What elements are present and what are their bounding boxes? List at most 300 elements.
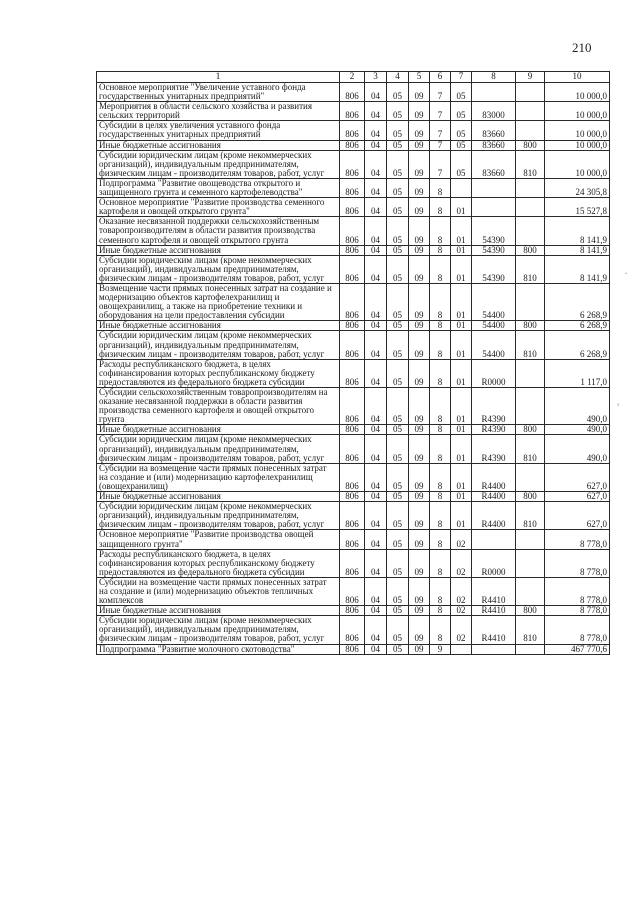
- header-row: [97, 72, 610, 83]
- subprogram-code-cell: 8: [430, 198, 451, 217]
- expense-type-cell: [516, 577, 545, 605]
- subsection-code-cell: 05: [387, 198, 409, 217]
- subsection-code-cell: 05: [387, 121, 409, 140]
- column-header: 1: [97, 72, 340, 83]
- row-name-cell: Расходы республиканского бюджета, в целях софинансирования которых республиканскому бюджету предоставляются из федерального бюджета субсидии: [97, 549, 340, 577]
- amount-cell: 490,0: [545, 425, 610, 435]
- expense-type-cell: 800: [516, 492, 545, 502]
- subsection-code-cell: 05: [387, 530, 409, 549]
- event-code-cell: 01: [451, 245, 472, 255]
- amount-cell: 10 000,0: [545, 121, 610, 140]
- event-code-cell: 01: [451, 331, 472, 359]
- program-code-cell: 09: [409, 283, 430, 320]
- admin-code-cell: 806: [340, 616, 365, 644]
- row-name-cell: Расходы республиканского бюджета, в целях софинансирования которых республиканскому бюджету предоставляются из федерального бюджета субсидии: [97, 359, 340, 387]
- row-name-cell: Субсидии юридическим лицам (кроме некоммерческих организаций), индивидуальным предпринимателям, физическим лицам - производителям товаров, работ, услуг: [97, 616, 340, 644]
- scan-mark: ·: [624, 266, 628, 280]
- section-code-cell: 04: [365, 359, 387, 387]
- direction-code-cell: R4390: [472, 435, 516, 463]
- subsection-code-cell: 05: [387, 178, 409, 197]
- amount-cell: 10 000,0: [545, 102, 610, 121]
- subprogram-code-cell: 8: [430, 606, 451, 616]
- section-code-cell: 04: [365, 616, 387, 644]
- section-code-cell: 04: [365, 331, 387, 359]
- subsection-code-cell: 05: [387, 425, 409, 435]
- subprogram-code-cell: 8: [430, 549, 451, 577]
- row-name-cell: Иные бюджетные ассигнования: [97, 140, 340, 150]
- table-row: [97, 321, 610, 331]
- event-code-cell: [451, 644, 472, 654]
- admin-code-cell: 806: [340, 245, 365, 255]
- direction-code-cell: R4410: [472, 616, 516, 644]
- expense-type-cell: [516, 530, 545, 549]
- program-code-cell: 09: [409, 359, 430, 387]
- amount-cell: 627,0: [545, 492, 610, 502]
- admin-code-cell: 806: [340, 198, 365, 217]
- table-row: [97, 463, 610, 491]
- subprogram-code-cell: 8: [430, 283, 451, 320]
- expense-type-cell: [516, 644, 545, 654]
- section-code-cell: 04: [365, 644, 387, 654]
- direction-code-cell: R4400: [472, 463, 516, 491]
- program-code-cell: 09: [409, 321, 430, 331]
- subprogram-code-cell: 8: [430, 616, 451, 644]
- row-name-cell: Субсидии юридическим лицам (кроме некоммерческих организаций), индивидуальным предпринимателям, физическим лицам - производителям товаров, работ, услуг: [97, 435, 340, 463]
- section-code-cell: 04: [365, 425, 387, 435]
- event-code-cell: 01: [451, 255, 472, 283]
- direction-code-cell: R4400: [472, 492, 516, 502]
- row-name-cell: Основное мероприятие "Развитие производства семенного картофеля и овощей открытого грунта": [97, 198, 340, 217]
- section-code-cell: 04: [365, 178, 387, 197]
- section-code-cell: 04: [365, 321, 387, 331]
- admin-code-cell: 806: [340, 150, 365, 178]
- program-code-cell: 09: [409, 83, 430, 102]
- direction-code-cell: R4410: [472, 577, 516, 605]
- row-name-cell: Иные бюджетные ассигнования: [97, 425, 340, 435]
- subprogram-code-cell: 8: [430, 502, 451, 530]
- row-name-cell: Оказание несвязанной поддержки сельскохозяйственным товаропроизводителям в области развития производства семенного картофеля и овощей открытого грунта: [97, 217, 340, 245]
- subsection-code-cell: 05: [387, 577, 409, 605]
- row-name-cell: Субсидии на возмещение части прямых понесенных затрат на создание и (или) модернизацию картофелехранилищ (овощехранилищ): [97, 463, 340, 491]
- section-code-cell: 04: [365, 245, 387, 255]
- row-name-cell: Подпрограмма "Развитие молочного скотоводства": [97, 644, 340, 654]
- expense-type-cell: 810: [516, 331, 545, 359]
- program-code-cell: 09: [409, 102, 430, 121]
- table-row: [97, 435, 610, 463]
- program-code-cell: 09: [409, 606, 430, 616]
- expense-type-cell: [516, 283, 545, 320]
- column-header: 3: [365, 72, 387, 83]
- admin-code-cell: 806: [340, 425, 365, 435]
- amount-cell: 10 000,0: [545, 140, 610, 150]
- row-name-cell: Субсидии сельскохозяйственным товаропроизводителям на оказание несвязанной поддержки в области развития производства семенного картофеля и овощей открытого грунта: [97, 388, 340, 425]
- admin-code-cell: 806: [340, 435, 365, 463]
- subprogram-code-cell: 8: [430, 388, 451, 425]
- program-code-cell: 09: [409, 425, 430, 435]
- event-code-cell: 05: [451, 140, 472, 150]
- admin-code-cell: 806: [340, 140, 365, 150]
- direction-code-cell: [472, 530, 516, 549]
- subprogram-code-cell: 8: [430, 331, 451, 359]
- direction-code-cell: R0000: [472, 549, 516, 577]
- program-code-cell: 09: [409, 492, 430, 502]
- expense-type-cell: 810: [516, 502, 545, 530]
- subsection-code-cell: 05: [387, 616, 409, 644]
- program-code-cell: 09: [409, 388, 430, 425]
- subsection-code-cell: 05: [387, 606, 409, 616]
- table-row: [97, 549, 610, 577]
- row-name-cell: Иные бюджетные ассигнования: [97, 245, 340, 255]
- column-header: 10: [545, 72, 610, 83]
- program-code-cell: 09: [409, 217, 430, 245]
- program-code-cell: 09: [409, 644, 430, 654]
- event-code-cell: 02: [451, 616, 472, 644]
- subsection-code-cell: 05: [387, 435, 409, 463]
- direction-code-cell: 54390: [472, 217, 516, 245]
- table-row: [97, 217, 610, 245]
- subprogram-code-cell: 7: [430, 140, 451, 150]
- section-code-cell: 04: [365, 492, 387, 502]
- program-code-cell: 09: [409, 435, 430, 463]
- expense-type-cell: 810: [516, 435, 545, 463]
- subsection-code-cell: 05: [387, 321, 409, 331]
- subsection-code-cell: 05: [387, 255, 409, 283]
- section-code-cell: 04: [365, 283, 387, 320]
- row-name-cell: Субсидии юридическим лицам (кроме некоммерческих организаций), индивидуальным предпринимателям, физическим лицам - производителям товаров, работ, услуг: [97, 255, 340, 283]
- section-code-cell: 04: [365, 463, 387, 491]
- subprogram-code-cell: 8: [430, 255, 451, 283]
- direction-code-cell: R4400: [472, 502, 516, 530]
- table-row: [97, 140, 610, 150]
- expense-type-cell: 800: [516, 425, 545, 435]
- event-code-cell: 01: [451, 425, 472, 435]
- subsection-code-cell: 05: [387, 359, 409, 387]
- row-name-cell: Субсидии юридическим лицам (кроме некоммерческих организаций), индивидуальным предпринимателям, физическим лицам - производителям товаров, работ, услуг: [97, 502, 340, 530]
- column-header: 4: [387, 72, 409, 83]
- expense-type-cell: 800: [516, 321, 545, 331]
- program-code-cell: 09: [409, 121, 430, 140]
- event-code-cell: 01: [451, 435, 472, 463]
- expense-type-cell: 800: [516, 140, 545, 150]
- subprogram-code-cell: 8: [430, 530, 451, 549]
- admin-code-cell: 806: [340, 502, 365, 530]
- event-code-cell: 05: [451, 83, 472, 102]
- amount-cell: 8 778,0: [545, 606, 610, 616]
- amount-cell: 8 778,0: [545, 616, 610, 644]
- subsection-code-cell: 05: [387, 217, 409, 245]
- admin-code-cell: 806: [340, 102, 365, 121]
- program-code-cell: 09: [409, 245, 430, 255]
- row-name-cell: Основное мероприятие "Увеличение уставного фонда государственных унитарных предприятий": [97, 83, 340, 102]
- row-name-cell: Возмещение части прямых понесенных затрат на создание и модернизацию объектов картофелехранилищ и овощехранилищ, а также на приобретение техники и оборудования на цели предоставления субсидии: [97, 283, 340, 320]
- amount-cell: 8 141,9: [545, 255, 610, 283]
- column-header: 6: [430, 72, 451, 83]
- admin-code-cell: 806: [340, 121, 365, 140]
- admin-code-cell: 806: [340, 606, 365, 616]
- expense-type-cell: 810: [516, 255, 545, 283]
- table-row: [97, 492, 610, 502]
- table-row: [97, 121, 610, 140]
- expense-type-cell: [516, 388, 545, 425]
- section-code-cell: 04: [365, 606, 387, 616]
- subprogram-code-cell: 8: [430, 463, 451, 491]
- direction-code-cell: 54400: [472, 331, 516, 359]
- section-code-cell: 04: [365, 502, 387, 530]
- row-name-cell: Субсидии юридическим лицам (кроме некоммерческих организаций), индивидуальным предпринимателям, физическим лицам - производителям товаров, работ, услуг: [97, 150, 340, 178]
- table-row: [97, 616, 610, 644]
- program-code-cell: 09: [409, 198, 430, 217]
- row-name-cell: Иные бюджетные ассигнования: [97, 492, 340, 502]
- event-code-cell: [451, 178, 472, 197]
- subsection-code-cell: 05: [387, 283, 409, 320]
- section-code-cell: 04: [365, 255, 387, 283]
- program-code-cell: 09: [409, 502, 430, 530]
- column-header: 5: [409, 72, 430, 83]
- row-name-cell: Мероприятия в области сельского хозяйства и развития сельских территорий: [97, 102, 340, 121]
- table-row: [97, 245, 610, 255]
- amount-cell: 490,0: [545, 388, 610, 425]
- subprogram-code-cell: 8: [430, 435, 451, 463]
- table-row: [97, 198, 610, 217]
- event-code-cell: 01: [451, 502, 472, 530]
- program-code-cell: 09: [409, 331, 430, 359]
- expense-type-cell: [516, 198, 545, 217]
- subprogram-code-cell: 8: [430, 321, 451, 331]
- amount-cell: 8 141,9: [545, 245, 610, 255]
- table-row: [97, 425, 610, 435]
- section-code-cell: 04: [365, 549, 387, 577]
- subprogram-code-cell: 8: [430, 577, 451, 605]
- subsection-code-cell: 05: [387, 245, 409, 255]
- table-row: [97, 255, 610, 283]
- section-code-cell: 04: [365, 388, 387, 425]
- direction-code-cell: [472, 83, 516, 102]
- row-name-cell: Субсидии на возмещение части прямых понесенных затрат на создание и (или) модернизацию объектов тепличных комплексов: [97, 577, 340, 605]
- program-code-cell: 09: [409, 178, 430, 197]
- direction-code-cell: 54400: [472, 321, 516, 331]
- section-code-cell: 04: [365, 150, 387, 178]
- expense-type-cell: [516, 102, 545, 121]
- direction-code-cell: R4410: [472, 606, 516, 616]
- direction-code-cell: R0000: [472, 359, 516, 387]
- expense-type-cell: [516, 217, 545, 245]
- table-row: [97, 150, 610, 178]
- expense-type-cell: [516, 359, 545, 387]
- amount-cell: 467 770,6: [545, 644, 610, 654]
- amount-cell: 10 000,0: [545, 83, 610, 102]
- expense-type-cell: 800: [516, 606, 545, 616]
- program-code-cell: 09: [409, 549, 430, 577]
- table-row: [97, 283, 610, 320]
- amount-cell: 627,0: [545, 463, 610, 491]
- subsection-code-cell: 05: [387, 150, 409, 178]
- direction-code-cell: 54390: [472, 245, 516, 255]
- section-code-cell: 04: [365, 121, 387, 140]
- event-code-cell: 02: [451, 577, 472, 605]
- subsection-code-cell: 05: [387, 492, 409, 502]
- table-row: [97, 606, 610, 616]
- amount-cell: 6 268,9: [545, 283, 610, 320]
- column-header: 8: [472, 72, 516, 83]
- event-code-cell: 05: [451, 121, 472, 140]
- amount-cell: 8 141,9: [545, 217, 610, 245]
- subsection-code-cell: 05: [387, 644, 409, 654]
- amount-cell: 490,0: [545, 435, 610, 463]
- event-code-cell: 01: [451, 492, 472, 502]
- expense-type-cell: 800: [516, 245, 545, 255]
- amount-cell: 1 117,0: [545, 359, 610, 387]
- subsection-code-cell: 05: [387, 463, 409, 491]
- event-code-cell: 02: [451, 606, 472, 616]
- program-code-cell: 09: [409, 530, 430, 549]
- table-row: [97, 331, 610, 359]
- table-row: [97, 644, 610, 654]
- row-name-cell: Иные бюджетные ассигнования: [97, 321, 340, 331]
- amount-cell: 627,0: [545, 502, 610, 530]
- subprogram-code-cell: 9: [430, 644, 451, 654]
- expense-type-cell: [516, 463, 545, 491]
- subprogram-code-cell: 8: [430, 425, 451, 435]
- row-name-cell: Основное мероприятие "Развитие производства овощей защищенного грунта": [97, 530, 340, 549]
- section-code-cell: 04: [365, 140, 387, 150]
- direction-code-cell: 54400: [472, 283, 516, 320]
- program-code-cell: 09: [409, 463, 430, 491]
- section-code-cell: 04: [365, 530, 387, 549]
- event-code-cell: 01: [451, 463, 472, 491]
- amount-cell: 8 778,0: [545, 530, 610, 549]
- admin-code-cell: 806: [340, 331, 365, 359]
- event-code-cell: 02: [451, 549, 472, 577]
- subsection-code-cell: 05: [387, 102, 409, 121]
- subprogram-code-cell: 8: [430, 178, 451, 197]
- admin-code-cell: 806: [340, 255, 365, 283]
- page-number: 210: [572, 40, 592, 55]
- expense-type-cell: [516, 549, 545, 577]
- column-header: 7: [451, 72, 472, 83]
- expense-type-cell: 810: [516, 150, 545, 178]
- expense-type-cell: [516, 178, 545, 197]
- subsection-code-cell: 05: [387, 388, 409, 425]
- event-code-cell: 05: [451, 102, 472, 121]
- expense-type-cell: [516, 121, 545, 140]
- direction-code-cell: [472, 198, 516, 217]
- subsection-code-cell: 05: [387, 140, 409, 150]
- table-row: [97, 83, 610, 102]
- event-code-cell: 02: [451, 530, 472, 549]
- amount-cell: 8 778,0: [545, 549, 610, 577]
- event-code-cell: 01: [451, 359, 472, 387]
- admin-code-cell: 806: [340, 321, 365, 331]
- subprogram-code-cell: 7: [430, 150, 451, 178]
- subsection-code-cell: 05: [387, 549, 409, 577]
- subprogram-code-cell: 7: [430, 102, 451, 121]
- subsection-code-cell: 05: [387, 83, 409, 102]
- subprogram-code-cell: 8: [430, 217, 451, 245]
- subprogram-code-cell: 7: [430, 121, 451, 140]
- column-header: 2: [340, 72, 365, 83]
- table-row: [97, 577, 610, 605]
- subsection-code-cell: 05: [387, 502, 409, 530]
- admin-code-cell: 806: [340, 217, 365, 245]
- section-code-cell: 04: [365, 435, 387, 463]
- direction-code-cell: R4390: [472, 388, 516, 425]
- amount-cell: 15 527,8: [545, 198, 610, 217]
- admin-code-cell: 806: [340, 83, 365, 102]
- admin-code-cell: 806: [340, 644, 365, 654]
- row-name-cell: Подпрограмма "Развитие овощеводства открытого и защищенного грунта и семенного картофелеводства": [97, 178, 340, 197]
- direction-code-cell: 83000: [472, 102, 516, 121]
- row-name-cell: Субсидии в целях увеличения уставного фонда государственных унитарных предприятий: [97, 121, 340, 140]
- table-row: [97, 102, 610, 121]
- event-code-cell: 01: [451, 283, 472, 320]
- subsection-code-cell: 05: [387, 331, 409, 359]
- amount-cell: 6 268,9: [545, 321, 610, 331]
- table-row: [97, 502, 610, 530]
- program-code-cell: 09: [409, 577, 430, 605]
- subprogram-code-cell: 8: [430, 359, 451, 387]
- direction-code-cell: R4390: [472, 425, 516, 435]
- admin-code-cell: 806: [340, 178, 365, 197]
- table-row: [97, 530, 610, 549]
- amount-cell: 8 778,0: [545, 577, 610, 605]
- direction-code-cell: 83660: [472, 121, 516, 140]
- expense-type-cell: 810: [516, 616, 545, 644]
- budget-table: [96, 71, 610, 655]
- admin-code-cell: 806: [340, 463, 365, 491]
- direction-code-cell: [472, 178, 516, 197]
- table-row: [97, 388, 610, 425]
- section-code-cell: 04: [365, 83, 387, 102]
- column-header: 9: [516, 72, 545, 83]
- table-body: [97, 83, 610, 655]
- expense-type-cell: [516, 83, 545, 102]
- section-code-cell: 04: [365, 577, 387, 605]
- table-row: [97, 178, 610, 197]
- direction-code-cell: 54390: [472, 255, 516, 283]
- event-code-cell: 05: [451, 150, 472, 178]
- admin-code-cell: 806: [340, 388, 365, 425]
- section-code-cell: 04: [365, 217, 387, 245]
- amount-cell: 10 000,0: [545, 150, 610, 178]
- subprogram-code-cell: 8: [430, 245, 451, 255]
- program-code-cell: 09: [409, 150, 430, 178]
- program-code-cell: 09: [409, 255, 430, 283]
- direction-code-cell: [472, 644, 516, 654]
- scan-mark: ': [617, 400, 620, 414]
- event-code-cell: 01: [451, 198, 472, 217]
- table-row: [97, 359, 610, 387]
- admin-code-cell: 806: [340, 283, 365, 320]
- admin-code-cell: 806: [340, 530, 365, 549]
- subprogram-code-cell: 8: [430, 492, 451, 502]
- direction-code-cell: 83660: [472, 150, 516, 178]
- amount-cell: 24 305,8: [545, 178, 610, 197]
- section-code-cell: 04: [365, 198, 387, 217]
- event-code-cell: 01: [451, 321, 472, 331]
- admin-code-cell: 806: [340, 577, 365, 605]
- row-name-cell: Иные бюджетные ассигнования: [97, 606, 340, 616]
- event-code-cell: 01: [451, 217, 472, 245]
- admin-code-cell: 806: [340, 359, 365, 387]
- event-code-cell: 01: [451, 388, 472, 425]
- admin-code-cell: 806: [340, 492, 365, 502]
- amount-cell: 6 268,9: [545, 331, 610, 359]
- subprogram-code-cell: 7: [430, 83, 451, 102]
- program-code-cell: 09: [409, 140, 430, 150]
- section-code-cell: 04: [365, 102, 387, 121]
- direction-code-cell: 83660: [472, 140, 516, 150]
- admin-code-cell: 806: [340, 549, 365, 577]
